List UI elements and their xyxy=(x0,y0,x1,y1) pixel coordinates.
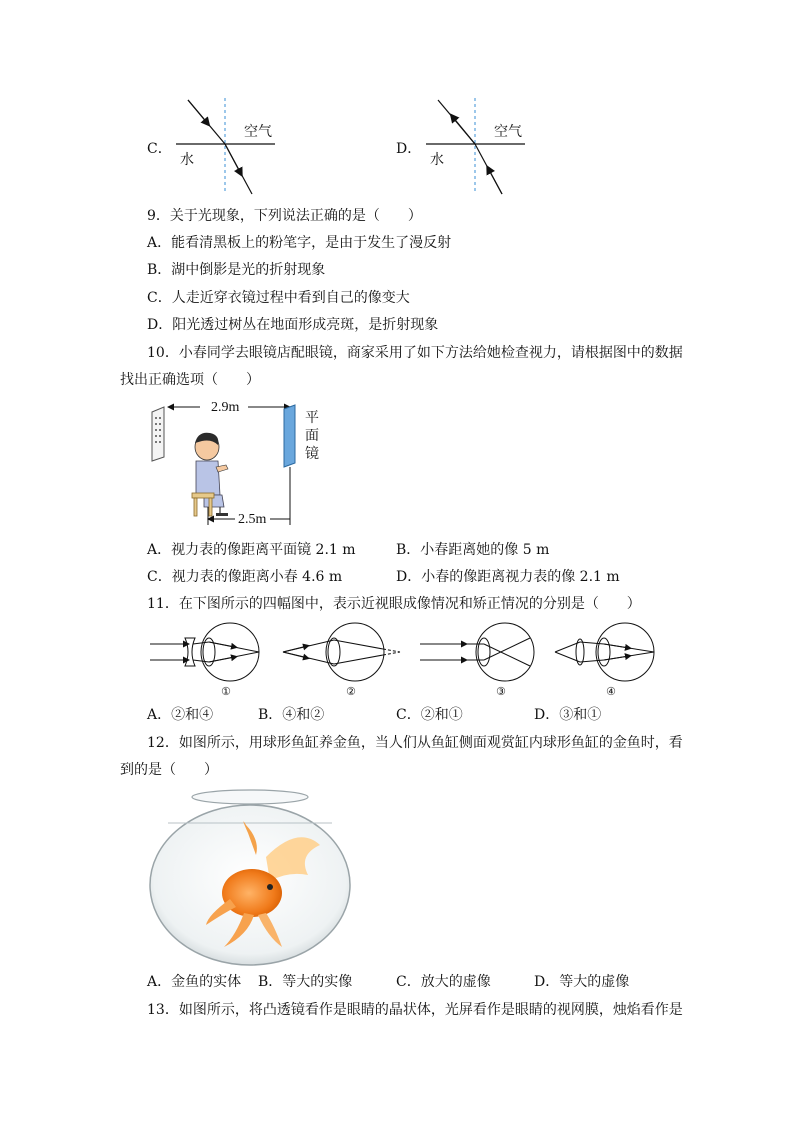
q9-option-a: A．能看清黑板上的粉笔字，是由于发生了漫反射 xyxy=(147,235,452,251)
dim-2-9m: 2.9m xyxy=(211,400,240,415)
q12-option-d: D．等大的虚像 xyxy=(534,974,630,990)
option-d-label: D． xyxy=(396,141,422,157)
q10-option-d: D．小春的像距离视力表的像 2.1 m xyxy=(396,569,620,585)
q12-option-a: A．金鱼的实体 xyxy=(147,974,242,990)
mirror-label-1: 平 xyxy=(305,410,319,426)
q9-option-b: B．湖中倒影是光的折射现象 xyxy=(147,262,326,278)
q13-stem-line1: 13．如图所示，将凸透镜看作是眼睛的晶状体，光屏看作是眼睛的视网膜，烛焰看作是 xyxy=(147,1002,683,1018)
q12-option-b: B．等大的实像 xyxy=(258,974,353,990)
q10-option-a: A．视力表的像距离平面镜 2.1 m xyxy=(147,542,356,558)
water-label-d: 水 xyxy=(430,152,444,168)
air-label-c: 空气 xyxy=(244,124,272,140)
q10-option-c: C．视力表的像距离小春 4.6 m xyxy=(147,569,343,585)
mirror-label-2: 面 xyxy=(305,428,319,444)
refraction-diagram-d xyxy=(420,96,540,196)
fig-label-3: ③ xyxy=(496,685,506,698)
q11-stem: 11．在下图所示的四幅图中，表示近视眼成像情况和矫正情况的分别是（ ） xyxy=(147,596,641,612)
q12-stem-line2: 到的是（ ） xyxy=(120,762,218,778)
dim-2-5m: 2.5m xyxy=(238,512,267,527)
q9-option-c: C．人走近穿衣镜过程中看到自己的像变大 xyxy=(147,290,410,306)
water-label-c: 水 xyxy=(180,152,194,168)
stool xyxy=(192,493,214,516)
goldfish-bowl-image xyxy=(148,785,358,965)
q10-option-b: B．小春距离她的像 5 m xyxy=(396,542,550,558)
q9-option-d: D．阳光透过树丛在地面形成亮斑，是折射现象 xyxy=(147,317,439,333)
q12-stem-line1: 12．如图所示，用球形鱼缸养金鱼，当人们从鱼缸侧面观赏缸内球形鱼缸的金鱼时，看 xyxy=(147,735,683,751)
fig-label-4: ④ xyxy=(606,685,616,698)
option-c-label: C． xyxy=(147,141,172,157)
q11-option-b: B．④和② xyxy=(258,707,325,723)
q11-option-a: A．②和④ xyxy=(147,707,214,723)
q11-option-c: C．②和① xyxy=(396,707,463,723)
q11-option-d: D．③和① xyxy=(534,707,602,723)
air-label-d: 空气 xyxy=(494,124,522,140)
refraction-diagram-c xyxy=(170,96,290,196)
plane-mirror xyxy=(284,405,295,467)
mirror-label-3: 镜 xyxy=(305,446,319,462)
eye-diagram-1 xyxy=(150,623,259,681)
eye-chart xyxy=(152,407,164,461)
q10-stem-line2: 找出正确选项（ ） xyxy=(120,372,260,388)
fig-label-2: ② xyxy=(346,685,356,698)
fig-label-1: ① xyxy=(221,685,231,698)
q12-option-c: C．放大的虚像 xyxy=(396,974,491,990)
eye-diagram-2 xyxy=(283,623,400,681)
eye-diagram-3 xyxy=(420,623,534,681)
q10-stem-line1: 10．小春同学去眼镜店配眼镜，商家采用了如下方法给她检查视力，请根据图中的数据 xyxy=(147,345,683,361)
q9-stem: 9．关于光现象，下列说法正确的是（ ） xyxy=(147,208,422,224)
bowl-rim xyxy=(192,790,308,804)
eye-diagram-4 xyxy=(555,623,654,681)
